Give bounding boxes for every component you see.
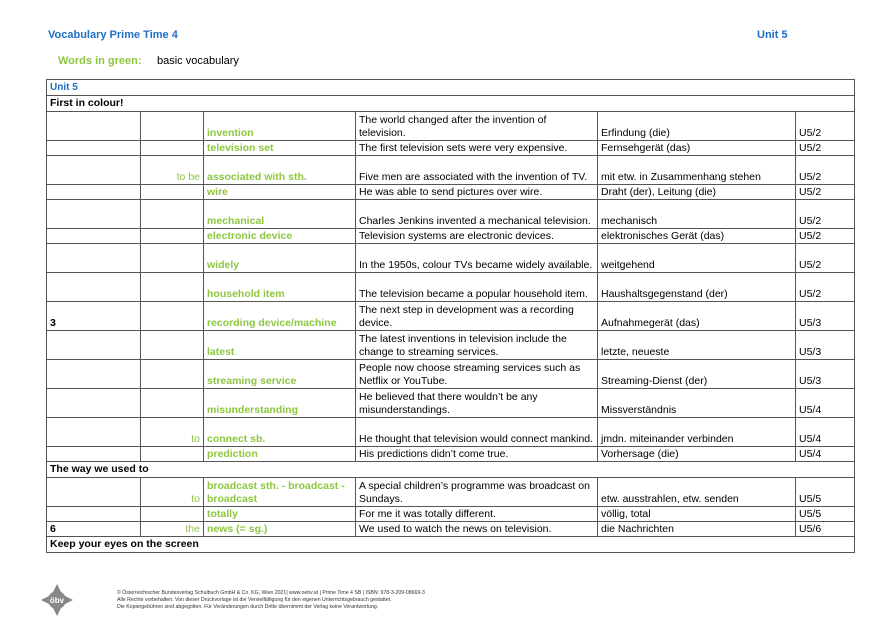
example-sentence: The first television sets were very expensive. (356, 141, 598, 156)
translation: Draht (der), Leitung (die) (598, 185, 796, 200)
page-reference: U5/2 (796, 229, 855, 244)
word-prefix (141, 360, 204, 389)
row-number (47, 478, 141, 507)
row-number (47, 244, 141, 273)
translation: die Nachrichten (598, 522, 796, 537)
row-number: 6 (47, 522, 141, 537)
vocab-word: broadcast sth. - broadcast - broadcast (204, 478, 356, 507)
word-prefix: to (141, 478, 204, 507)
translation: völlig, total (598, 507, 796, 522)
row-number (47, 141, 141, 156)
translation: Missverständnis (598, 389, 796, 418)
page-reference: U5/2 (796, 273, 855, 302)
vocab-word: television set (204, 141, 356, 156)
vocab-word: totally (204, 507, 356, 522)
vocab-word: wire (204, 185, 356, 200)
vocab-row (47, 156, 855, 185)
example-sentence: Television systems are electronic devices. (356, 229, 598, 244)
row-number (47, 273, 141, 302)
example-sentence: He thought that television would connect mankind. (356, 418, 598, 447)
row-number (47, 229, 141, 244)
translation: elektronisches Gerät (das) (598, 229, 796, 244)
example-sentence: The television became a popular household item. (356, 273, 598, 302)
row-number (47, 331, 141, 360)
example-sentence: He was able to send pictures over wire. (356, 185, 598, 200)
vocab-word: electronic device (204, 229, 356, 244)
unit-row (47, 80, 855, 96)
logo-text: öbv (49, 596, 65, 605)
translation: mechanisch (598, 200, 796, 229)
page-reference: U5/2 (796, 141, 855, 156)
example-sentence: The latest inventions in television include the change to streaming services. (356, 331, 598, 360)
vocab-word: mechanical (204, 200, 356, 229)
example-sentence: The world changed after the invention of television. (356, 112, 598, 141)
row-number (47, 507, 141, 522)
example-sentence: In the 1950s, colour TVs became widely available. (356, 244, 598, 273)
vocab-row (47, 331, 855, 360)
row-number (47, 418, 141, 447)
page-reference: U5/3 (796, 302, 855, 331)
word-prefix (141, 273, 204, 302)
translation: etw. ausstrahlen, etw. senden (598, 478, 796, 507)
section-title: Keep your eyes on the screen (47, 537, 855, 553)
page-reference: U5/5 (796, 478, 855, 507)
page-reference: U5/6 (796, 522, 855, 537)
footer-rights: Alle Rechte vorbehalten. Von dieser Druckvorlage ist die Vervielfältigung für den eigenen Unterrichtsgebrauch gestattet. (117, 597, 392, 603)
vocab-row (47, 185, 855, 200)
section-row (47, 96, 855, 112)
example-sentence: The next step in development was a recording device. (356, 302, 598, 331)
word-prefix (141, 229, 204, 244)
legend-key: Words in green: (58, 55, 142, 67)
page-reference: U5/3 (796, 331, 855, 360)
vocab-word: connect sb. (204, 418, 356, 447)
vocab-row (47, 244, 855, 273)
word-prefix: to be (141, 156, 204, 185)
translation: weitgehend (598, 244, 796, 273)
page-reference: U5/3 (796, 360, 855, 389)
footer (117, 590, 537, 611)
translation: mit etw. in Zusammenhang stehen (598, 156, 796, 185)
translation: Streaming-Dienst (der) (598, 360, 796, 389)
vocab-row (47, 418, 855, 447)
page-reference: U5/4 (796, 389, 855, 418)
row-number (47, 447, 141, 462)
translation: Aufnahmegerät (das) (598, 302, 796, 331)
vocab-row (47, 478, 855, 507)
row-number: 3 (47, 302, 141, 331)
example-sentence: A special children’s programme was broadcast on Sundays. (356, 478, 598, 507)
vocab-row (47, 112, 855, 141)
vocab-word: prediction (204, 447, 356, 462)
unit-heading: Unit 5 (47, 80, 855, 96)
vocab-word: widely (204, 244, 356, 273)
page-reference: U5/2 (796, 244, 855, 273)
word-prefix: the (141, 522, 204, 537)
word-prefix (141, 112, 204, 141)
example-sentence: He believed that there wouldn’t be any misunderstandings. (356, 389, 598, 418)
vocab-word: recording device/machine (204, 302, 356, 331)
word-prefix: to (141, 418, 204, 447)
vocabulary-table (46, 79, 855, 553)
section-row (47, 537, 855, 553)
page-title: Vocabulary Prime Time 4 (48, 29, 178, 41)
example-sentence: For me it was totally different. (356, 507, 598, 522)
translation: letzte, neueste (598, 331, 796, 360)
section-row (47, 462, 855, 478)
vocab-row (47, 229, 855, 244)
oebv-logo-icon (40, 583, 74, 617)
page-reference: U5/2 (796, 112, 855, 141)
section-title: The way we used to (47, 462, 855, 478)
unit-label: Unit 5 (757, 29, 788, 41)
example-sentence: His predictions didn’t come true. (356, 447, 598, 462)
vocab-word: misunderstanding (204, 389, 356, 418)
word-prefix (141, 389, 204, 418)
example-sentence: People now choose streaming services such as Netflix or YouTube. (356, 360, 598, 389)
vocab-row (47, 302, 855, 331)
word-prefix (141, 200, 204, 229)
word-prefix (141, 185, 204, 200)
word-prefix (141, 331, 204, 360)
vocab-row (47, 507, 855, 522)
translation: jmdn. miteinander verbinden (598, 418, 796, 447)
page-reference: U5/5 (796, 507, 855, 522)
page-reference: U5/2 (796, 200, 855, 229)
page-reference: U5/4 (796, 418, 855, 447)
vocab-row (47, 200, 855, 229)
word-prefix (141, 141, 204, 156)
word-prefix (141, 302, 204, 331)
page-reference: U5/4 (796, 447, 855, 462)
translation: Vorhersage (die) (598, 447, 796, 462)
vocab-row (47, 273, 855, 302)
vocab-word: associated with sth. (204, 156, 356, 185)
vocab-word: household item (204, 273, 356, 302)
vocab-word: invention (204, 112, 356, 141)
vocab-word: streaming service (204, 360, 356, 389)
row-number (47, 156, 141, 185)
vocab-row (47, 522, 855, 537)
example-sentence: We used to watch the news on television. (356, 522, 598, 537)
vocab-row (47, 141, 855, 156)
word-prefix (141, 447, 204, 462)
word-prefix (141, 507, 204, 522)
vocab-row (47, 360, 855, 389)
translation: Erfindung (die) (598, 112, 796, 141)
vocab-row (47, 389, 855, 418)
footer-fees: Die Kopiergebühren sind abgegolten. Für Veränderungen durch Dritte übernimmt der Verlag keine Verantwortung. (117, 604, 379, 610)
example-sentence: Five men are associated with the invention of TV. (356, 156, 598, 185)
legend-value: basic vocabulary (157, 55, 239, 67)
page-reference: U5/2 (796, 185, 855, 200)
word-prefix (141, 244, 204, 273)
row-number (47, 360, 141, 389)
row-number (47, 200, 141, 229)
example-sentence: Charles Jenkins invented a mechanical television. (356, 200, 598, 229)
translation: Haushaltsgegenstand (der) (598, 273, 796, 302)
translation: Fernsehgerät (das) (598, 141, 796, 156)
row-number (47, 185, 141, 200)
row-number (47, 112, 141, 141)
page-reference: U5/2 (796, 156, 855, 185)
section-title: First in colour! (47, 96, 855, 112)
vocab-row (47, 447, 855, 462)
row-number (47, 389, 141, 418)
footer-copyright: © Österreichischer Bundesverlag Schulbuch GmbH & Co. KG, Wien 2021| www.oebv.at | Prime Time 4 SB | ISBN: 978-3-209-08669-3 (117, 590, 425, 596)
vocab-word: latest (204, 331, 356, 360)
vocab-word: news (= sg.) (204, 522, 356, 537)
